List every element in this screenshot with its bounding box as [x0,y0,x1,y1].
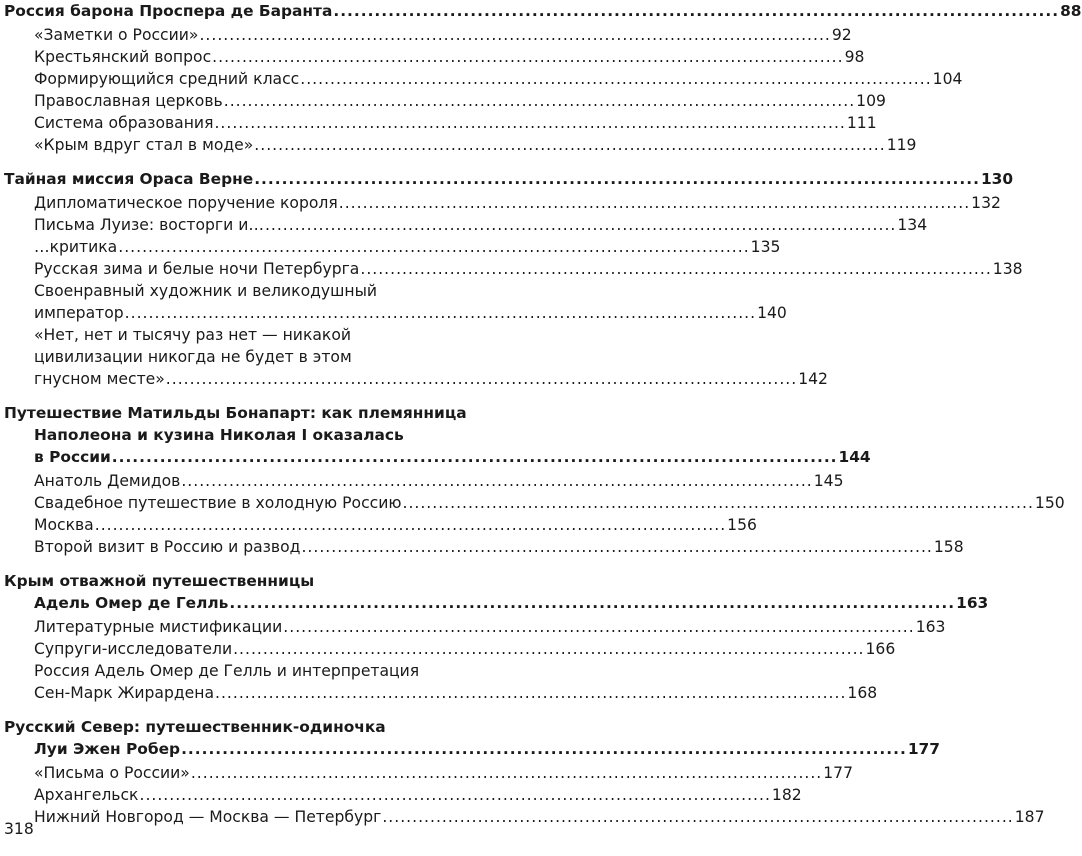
entry-row [34,514,757,536]
entry-page-number: 150 [1034,494,1065,512]
section-heading [4,0,1082,22]
entry-page-number: 109 [856,92,886,110]
dot-leader: .......................................................................................................... [300,70,932,88]
section-page-number: 177 [907,740,940,758]
entry-row [34,368,828,390]
section-heading [4,716,940,760]
section-title-row [4,0,1082,22]
entry-title: Нижний Новгород — Москва — Петербург [34,808,382,826]
section-page-number: 163 [956,594,989,612]
entry-page-number: 132 [971,194,1001,212]
entry-page-number: 135 [750,238,781,256]
toc-entry [34,68,963,90]
entry-row [34,236,781,258]
toc-section [4,570,989,704]
dot-leader: .......................................................................................................... [215,684,847,702]
entry-row [34,24,852,46]
dot-leader: .......................................................................................................... [199,26,831,44]
toc-entry [34,192,1001,214]
dot-leader: .......................................................................................................... [190,764,823,782]
entry-page-number: 111 [846,114,877,132]
entry-row [34,638,896,660]
entry-page-number: 98 [844,48,865,66]
entry-page-number: 168 [847,684,878,702]
entry-title: «Крым вдруг стал в моде» [34,136,254,154]
dot-leader: .......................................................................................................... [94,516,727,534]
entry-page-number: 145 [813,472,844,490]
section-page-number: 130 [980,170,1014,188]
page-number: 318 [4,820,34,838]
entry-row [34,806,1045,828]
toc-section [4,402,1065,558]
toc-entry [34,660,878,704]
table-of-contents [4,0,1082,840]
section-title-row [4,738,940,760]
toc-entry [34,112,877,134]
toc-entry [34,258,1023,280]
dot-leader: .......................................................................................................... [402,494,1034,512]
dot-leader: .......................................................................................................... [283,618,915,636]
dot-leader: .......................................................................................................... [214,114,846,132]
dot-leader: .......................................................................................................... [360,260,992,278]
entry-row [34,258,1023,280]
toc-entry [34,470,844,492]
entry-page-number: 163 [915,618,946,636]
section-heading [4,402,871,468]
entry-title: гнусном месте» [34,370,165,388]
section-heading [4,168,1014,190]
section-title-row [4,446,871,468]
entry-title: Православная церковь [34,92,223,110]
entry-list [4,192,1023,390]
dot-leader: .......................................................................................................... [333,2,1060,20]
entry-title: Москва [34,516,94,534]
toc-entry [34,324,828,390]
entry-row [34,470,844,492]
dot-leader: .......................................................................................................... [124,304,757,322]
entry-title-line: Своенравный художник и великодушный [34,282,378,300]
entry-title: Формирующийся средний класс [34,70,300,88]
entry-row [34,134,917,156]
entry-page-number: 182 [771,786,802,804]
entry-page-number: 138 [992,260,1023,278]
section-title: Адель Омер де Гелль [34,594,229,612]
toc-entry [34,806,1045,828]
entry-row [34,214,928,236]
toc-entry [34,616,946,638]
section-title-line: Путешествие Матильды Бонапарт: как племянница [4,404,467,422]
toc-entry [34,134,917,156]
section-heading [4,570,989,614]
section-title-line: Русский Север: путешественник-одиночка [4,718,386,736]
dot-leader: .......................................................................................................... [338,194,971,212]
entry-page-number: 92 [831,26,852,44]
entry-page-number: 104 [932,70,963,88]
toc-section [4,0,1082,156]
section-title-row [4,168,1014,190]
dot-leader: .......................................................................................................... [254,170,980,188]
dot-leader: .......................................................................................................... [254,136,886,154]
section-title-line: Наполеона и кузина Николая I оказалась [34,426,404,444]
entry-title: «Заметки о России» [34,26,199,44]
entry-row [34,112,877,134]
entry-list [4,470,1065,558]
entry-title: Русская зима и белые ночи Петербурга [34,260,360,278]
entry-page-number: 156 [727,516,757,534]
entry-row [34,682,878,704]
toc-entry [34,46,865,68]
toc-entry [34,492,1065,514]
dot-leader: .......................................................................................................... [111,448,838,466]
toc-entry [34,638,896,660]
section-title: Луи Эжен Робер [34,740,181,758]
dot-leader: .......................................................................................................... [181,740,907,758]
entry-title: Свадебное путешествие в холодную Россию [34,494,402,512]
toc-entry [34,90,886,112]
entry-row [34,192,1001,214]
entry-page-number: 119 [886,136,917,154]
dot-leader: .......................................................................................................... [165,370,798,388]
entry-page-number: 140 [757,304,787,322]
toc-entry [34,784,802,806]
entry-title: Литературные мистификации [34,618,283,636]
entry-title: Дипломатическое поручение короля [34,194,338,212]
dot-leader: .......................................................................................................... [181,472,813,490]
dot-leader: .......................................................................................................... [301,538,933,556]
section-title-line: Крым отважной путешественницы [4,572,315,590]
entry-list [4,24,963,156]
entry-row [34,46,865,68]
dot-leader: .......................................................................................................... [264,216,897,234]
section-title: Россия барона Проспера де Баранта [4,2,333,20]
entry-page-number: 177 [823,764,854,782]
entry-title: Крестьянский вопрос [34,48,212,66]
entry-title: Архангельск [34,786,139,804]
section-page-number: 88 [1060,2,1082,20]
entry-row [34,536,964,558]
entry-title: Система образования [34,114,214,132]
entry-row [34,784,802,806]
entry-page-number: 134 [897,216,928,234]
section-title: в России [34,448,111,466]
entry-title: Сен-Марк Жирардена [34,684,214,702]
entry-title: …критика [34,238,118,256]
toc-entry [34,214,928,236]
entry-row [34,68,963,90]
toc-entry [34,236,781,258]
entry-page-number: 166 [865,640,896,658]
dot-leader: .......................................................................................................... [212,48,844,66]
dot-leader: .......................................................................................................... [223,92,856,110]
entry-page-number: 142 [798,370,828,388]
entry-row [34,762,854,784]
entry-title-line: Россия Адель Омер де Гелль и интерпретация [34,662,420,680]
toc-entry [34,762,854,784]
dot-leader: .......................................................................................................... [233,640,865,658]
toc-entry [34,280,787,324]
dot-leader: .......................................................................................................... [139,786,771,804]
entry-title-line: цивилизации никогда не будет в этом [34,348,352,366]
section-page-number: 144 [838,448,871,466]
dot-leader: .......................................................................................................... [118,238,750,256]
dot-leader: .......................................................................................................... [382,808,1014,826]
entry-list [4,762,1045,828]
section-title: Тайная миссия Ораса Верне [4,170,254,188]
toc-entry [34,536,964,558]
entry-title: Второй визит в Россию и развод [34,538,301,556]
entry-title: Письма Луизе: восторги и… [34,216,264,234]
section-title-row [4,592,989,614]
toc-section [4,168,1023,390]
entry-page-number: 158 [933,538,964,556]
entry-title: император [34,304,124,322]
entry-list [4,616,946,704]
toc-entry [34,514,757,536]
dot-leader: .......................................................................................................... [229,594,956,612]
entry-row [34,616,946,638]
entry-row [34,302,787,324]
entry-title: «Письма о России» [34,764,190,782]
entry-row [34,90,886,112]
toc-entry [34,24,852,46]
entry-page-number: 187 [1014,808,1045,826]
entry-row [34,492,1065,514]
toc-section [4,716,1045,828]
entry-title: Супруги-исследователи [34,640,233,658]
entry-title-line: «Нет, нет и тысячу раз нет — никакой [34,326,352,344]
entry-title: Анатоль Демидов [34,472,181,490]
